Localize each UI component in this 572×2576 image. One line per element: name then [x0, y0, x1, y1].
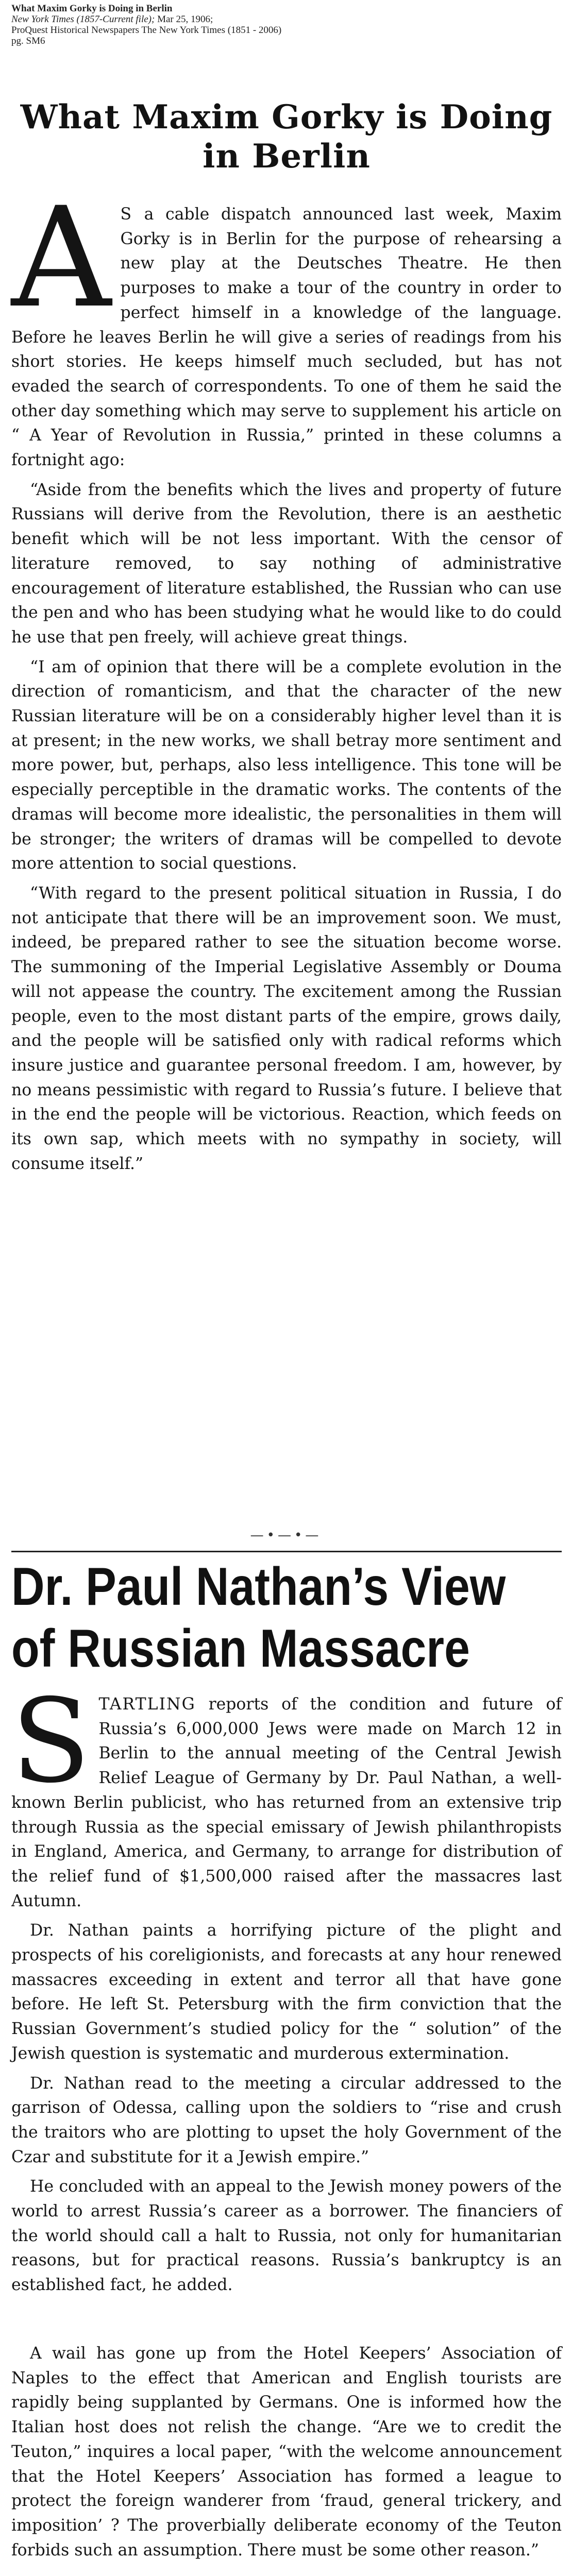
citation-source: New York Times (1857-Current file);	[11, 14, 155, 25]
article1-p1-text: a cable dispatch announced last week, Maxim Gorky is in Berlin for the purpose of rehearsing a new play at the Deutsches Theatre. He then purposes to make a tour of the country in order to perfect himself in a knowledge of the language. Before he leaves Berlin he will give a series of readings from his short stories. He keeps himself much secluded, but has not evaded the search of correspondents. To one of them he said the other day something which may serve to supplement his article on “ A Year of Revolution in Russia,” printed in these columns a fortnight ago:	[11, 205, 562, 470]
section-divider	[11, 1551, 562, 1552]
citation-header	[11, 3, 558, 46]
article1-paragraph: “With regard to the present political situation in Russia, I do not anticipate that there will be an improvement soon. We must, indeed, be prepared rather to see the situation become worse. The summoning of the Imperial Legislative Assembly or Douma will not appease the country. The excitement among the Russian people, even to the most distant parts of the empire, grows daily, and the people will be satisfied only with radical reforms which insure justice and guarantee personal freedom. I am, however, by no means pessimistic with regard to Russia’s future. I believe that in the end the people will be victorious. Reaction, which feeds on its own sap, which meets with no sympathy in society, will consume itself.”	[11, 884, 562, 1173]
article2-body	[11, 1674, 562, 2303]
section-ornament: —•—•—	[250, 1528, 322, 1543]
citation-source-line	[11, 14, 558, 25]
article2-dropcap: S	[11, 1674, 91, 1808]
article1-body	[11, 178, 562, 1181]
article1-paragraph: “I am of opinion that there will be a complete evolution in the direction of romanticism, and that the character of the new Russian literature will be on a considerably higher level than it is at present; in the new works, we shall betray more sentiment and more power, but, perhaps, also less intelligence. This tone will be especially perceptible in the dramatic works. The contents of the dramas will become more idealistic, the personalities in them will be stronger; the writers of dramas will be compelled to devote more attention to social questions.	[11, 657, 562, 873]
article2-lead-caps: TARTLING	[98, 1695, 196, 1714]
article2-p1-text: reports of the condition and future of Russia’s 6,000,000 Jews were made on March 12 in Berlin to the annual meeting of the Central Jewish Relief League of Germany by Dr. Paul Nathan, a well-known Berlin publicist, who has returned from an extensive trip through Russia as the special emissary of Jewish philanthropists in England, America, and Germany, to arrange for distribution of the relief fund of $1,500,000 raised after the massacres last Autumn.	[11, 1695, 562, 1910]
article2-headline: Dr. Paul Nathan’s View of Russian Massacre	[11, 1557, 506, 1679]
citation-page: pg. SM6	[11, 36, 45, 46]
article2-paragraph: He concluded with an appeal to the Jewish money powers of the world to arrest Russia’s career as a borrower. The financiers of the world should call a halt to Russia, not only for humanitarian reasons, but for practical reasons. Russia’s bankruptcy is an established fact, he added.	[11, 2177, 562, 2295]
article1-dropcap: A	[11, 178, 111, 338]
citation-title: What Maxim Gorky is Doing in Berlin	[11, 3, 173, 14]
article1-paragraph: “Aside from the benefits which the lives and property of future Russians will derive from the Revolution, there is an aesthetic benefit which will be not less important. With the censor of literature removed, to say nothing of administrative encouragement of literature established, the Russian who can use the pen and who has been studying what he would like to do could he use that pen freely, will achieve great things.	[11, 480, 562, 647]
article2-paragraph: Dr. Nathan paints a horrifying picture of the plight and prospects of his coreligionists, and forecasts at any hour renewed massacres exceeding in extent and terror all that have gone before. He left St. Petersburg with the firm conviction that the Russian Government’s studied policy for the “ solution” of the Jewish question is systematic and murderous extermination.	[11, 1921, 562, 2063]
article1-paragraph	[11, 178, 562, 473]
article1-headline: What Maxim Gorky is Doing in Berlin	[20, 98, 553, 176]
citation-date: Mar 25, 1906;	[157, 14, 213, 25]
article2-paragraph	[11, 1674, 562, 1913]
article2-paragraph: Dr. Nathan read to the meeting a circular addressed to the garrison of Odessa, calling upon the soldiers to “rise and crush the traitors who are plotting to upset the holy Government of the Czar and substitute for it a Jewish empire.”	[11, 2074, 562, 2166]
article3-body	[11, 2342, 562, 2568]
article1-lead-caps: S	[120, 205, 133, 224]
citation-database: ProQuest Historical Newspapers The New York Times (1851 - 2006)	[11, 25, 282, 36]
article3-paragraph: A wail has gone up from the Hotel Keepers’ Association of Naples to the effect that American and English tourists are rapidly being supplanted by Germans. One is informed how the Italian host does not relish the change. “Are we to credit the Teuton,” inquires a local paper, “with the welcome announcement that the Hotel Keepers’ Association has formed a league to protect the foreign wanderer from ‘fraud, general trickery, and imposition’ ? The proverbially deliberate economy of the Teuton forbids such an assumption. There must be some other reason.”	[11, 2344, 562, 2560]
